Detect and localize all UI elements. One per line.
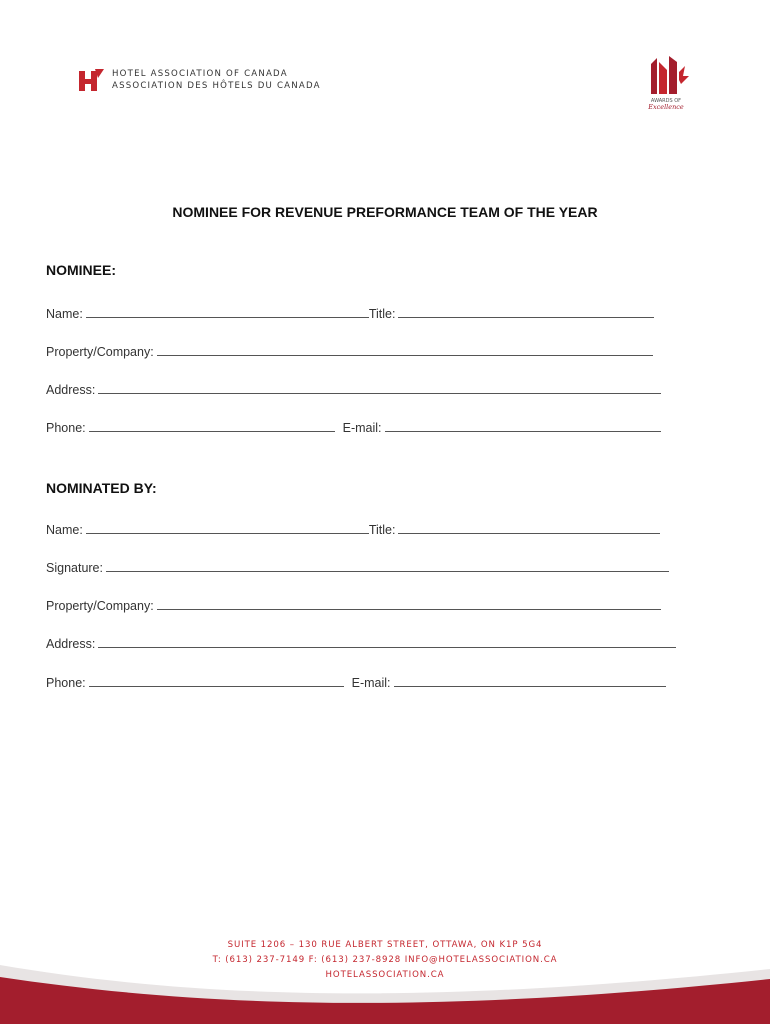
footer-wave — [0, 955, 770, 1024]
nominee-phone-row — [46, 419, 661, 437]
nominator-name-field[interactable] — [86, 521, 369, 534]
org-name-en: HOTEL ASSOCIATION OF CANADA — [112, 69, 288, 79]
nominee-heading: NOMINEE: — [46, 262, 116, 278]
title-label: Title: — [368, 523, 396, 537]
nominator-property-field[interactable] — [157, 597, 661, 610]
nominee-property-field[interactable] — [157, 343, 653, 356]
nominee-title-field[interactable] — [398, 305, 654, 318]
hac-logo — [76, 67, 321, 93]
nominator-signature-field[interactable] — [106, 559, 669, 572]
svg-text:AWARDS OF: AWARDS OF — [650, 98, 682, 104]
nominator-address-row — [46, 635, 676, 653]
hac-h-icon — [76, 67, 106, 93]
nominator-title-field[interactable] — [398, 521, 660, 534]
org-name-fr: ASSOCIATION DES HÔTELS DU CANADA — [112, 81, 321, 91]
nominator-signature-row — [46, 559, 669, 577]
footer-website: HOTELASSOCIATION.CA — [325, 970, 445, 980]
name-label: Name: — [46, 523, 83, 537]
nominator-property-row — [46, 597, 661, 615]
nominator-address-field[interactable] — [98, 635, 676, 648]
footer-phone-fax-email: T: (613) 237-7149 F: (613) 237-8928 INFO@HOTELASSOCIATION.CA — [212, 955, 558, 965]
form-title: NOMINEE FOR REVENUE PREFORMANCE TEAM OF THE YEAR — [172, 204, 598, 220]
nominee-address-row — [46, 381, 661, 399]
phone-label: Phone: — [46, 421, 86, 435]
email-label: E-mail: — [351, 676, 391, 690]
awards-of-excellence-logo — [643, 52, 689, 112]
nominee-phone-field[interactable] — [89, 419, 335, 432]
address-label: Address: — [46, 637, 96, 651]
nominator-phone-row — [46, 674, 666, 692]
nominated-by-heading: NOMINATED BY: — [46, 480, 157, 496]
nominee-email-field[interactable] — [385, 419, 661, 432]
nominee-name-field[interactable] — [86, 305, 369, 318]
nominee-property-row — [46, 343, 653, 361]
nominator-email-field[interactable] — [394, 674, 666, 687]
svg-text:Excellence: Excellence — [648, 103, 684, 111]
nominator-phone-field[interactable] — [89, 674, 344, 687]
nominee-name-row — [46, 305, 654, 323]
nominee-address-field[interactable] — [98, 381, 661, 394]
footer-address: SUITE 1206 – 130 RUE ALBERT STREET, OTTAWA, ON K1P 5G4 — [227, 940, 543, 950]
signature-label: Signature: — [46, 561, 103, 575]
title-label: Title: — [368, 307, 396, 321]
property-label: Property/Company: — [46, 599, 154, 613]
email-label: E-mail: — [342, 421, 382, 435]
name-label: Name: — [46, 307, 83, 321]
address-label: Address: — [46, 383, 96, 397]
property-label: Property/Company: — [46, 345, 154, 359]
phone-label: Phone: — [46, 676, 86, 690]
nominator-name-row — [46, 521, 660, 539]
